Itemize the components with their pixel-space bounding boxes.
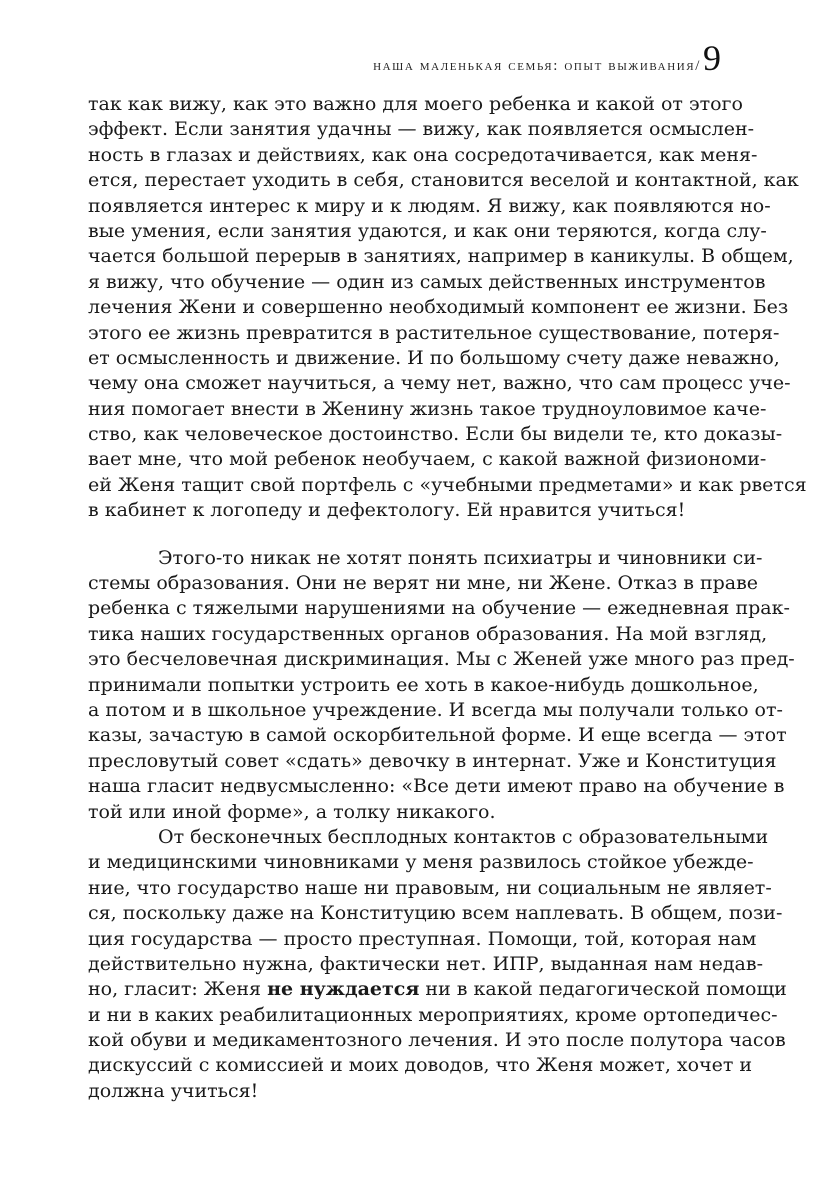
text-line: дискуссий с комиссией и моих доводов, что Женя может, хочет и [88,1054,753,1077]
text-line: ребенка с тяжелыми нарушениями на обучение — ежедневная прак- [88,597,790,620]
text-line: принимали попытки устроить ее хоть в какое-нибудь дошкольное, [88,673,759,696]
text-line: Этого-то никак не хотят понять психиатры и чиновники си- [158,546,763,569]
text-line: казы, зачастую в самой оскорбительной форме. И еще всегда — этот [88,724,787,747]
paragraph-2 [88,546,795,825]
text-line: наша гласит недвусмысленно: «Все дети имеют право на обучение в [88,775,785,798]
text-line: а потом и в школьное учреждение. И всегда мы получали только от- [88,698,783,721]
text-line: ей Женя тащит свой портфель с «учебными предметами» и как рвется [88,473,807,496]
text-line: и медицинскими чиновниками у меня развилось стойкое убежде- [88,851,754,874]
running-title: наша маленькая семья: опыт выживания/ [373,58,701,74]
text-line: тика наших государственных органов образования. На мой взгляд, [88,622,768,645]
text-line: этого ее жизнь превратится в растительное существование, потеря- [88,321,780,344]
text-line: ся, поскольку даже на Конституцию всем наплевать. В общем, пози- [88,902,783,925]
text-line: ется, перестает уходить в себя, становится веселой и контактной, как [88,169,799,192]
emphasis-bold-text: не нуждается [267,978,420,1001]
text-line: чему она сможет научиться, а чему нет, важно, что сам процесс уче- [88,372,791,395]
text-line: это бесчеловечная дискриминация. Мы с Женей уже много раз пред- [88,648,795,671]
page-number: 9 [703,38,721,78]
text-line: вые умения, если занятия удаются, и как они теряются, когда слу- [88,219,767,242]
emphasis-line-after: ни в какой педагогической помощи [419,978,787,1001]
text-line: так как вижу, как это важно для моего ребенка и какой от этого [88,93,743,115]
text-line: в кабинет к логопеду и дефектологу. Ей нравится учиться! [88,499,686,522]
text-line: ния помогает внести в Женину жизнь такое трудноуловимое каче- [88,397,767,420]
text-line: и ни в каких реабилитационных мероприятиях, кроме ортопедичес- [88,1003,778,1026]
emphasis-line [88,977,787,1002]
text-line: эффект. Если занятия удачны — вижу, как появляется осмыслен- [88,118,755,141]
running-head [373,40,721,76]
text-line: ность в глазах и действиях, как она сосредотачивается, как меня- [88,143,758,166]
paragraph-3 [88,825,787,1104]
text-line: ние, что государство наше ни правовым, ни социальным не являет- [88,876,772,899]
text-line: я вижу, что обучение — один из самых действенных инструментов [88,270,766,293]
emphasis-line-before: но, гласит: Женя [88,978,268,1001]
text-line: ет осмысленность и движение. И по большому счету даже неважно, [88,346,780,369]
text-line: пресловутый совет «сдать» девочку в интернат. Уже и Конституция [88,749,777,772]
text-line: действительно нужна, фактически нет. ИПР, выданная нам недав- [88,952,763,975]
text-line: кой обуви и медикаментозного лечения. И это после полутора часов [88,1029,786,1052]
body-text [88,92,807,1104]
text-line: стемы образования. Они не верят ни мне, ни Жене. Отказ в праве [88,572,759,595]
text-line: лечения Жени и совершенно необходимый компонент ее жизни. Без [88,296,789,319]
text-line: вает мне, что мой ребенок необучаем, с какой важной физиономи- [88,448,767,471]
text-line: появляется интерес к миру и к людям. Я вижу, как появляются но- [88,194,771,217]
text-line: ство, как человеческое достоинство. Если бы видели те, кто доказы- [88,423,783,446]
paragraph-gap [88,524,721,546]
text-line: должна учиться! [88,1079,259,1102]
text-line: той или иной форме», а толку никакого. [88,800,496,823]
text-line: чается большой перерыв в занятиях, например в каникулы. В общем, [88,245,794,268]
paragraph-1 [88,92,807,524]
text-line: От бесконечных бесплодных контактов с образовательными [158,825,769,848]
text-line: ция государства — просто преступная. Помощи, той, которая нам [88,927,757,950]
